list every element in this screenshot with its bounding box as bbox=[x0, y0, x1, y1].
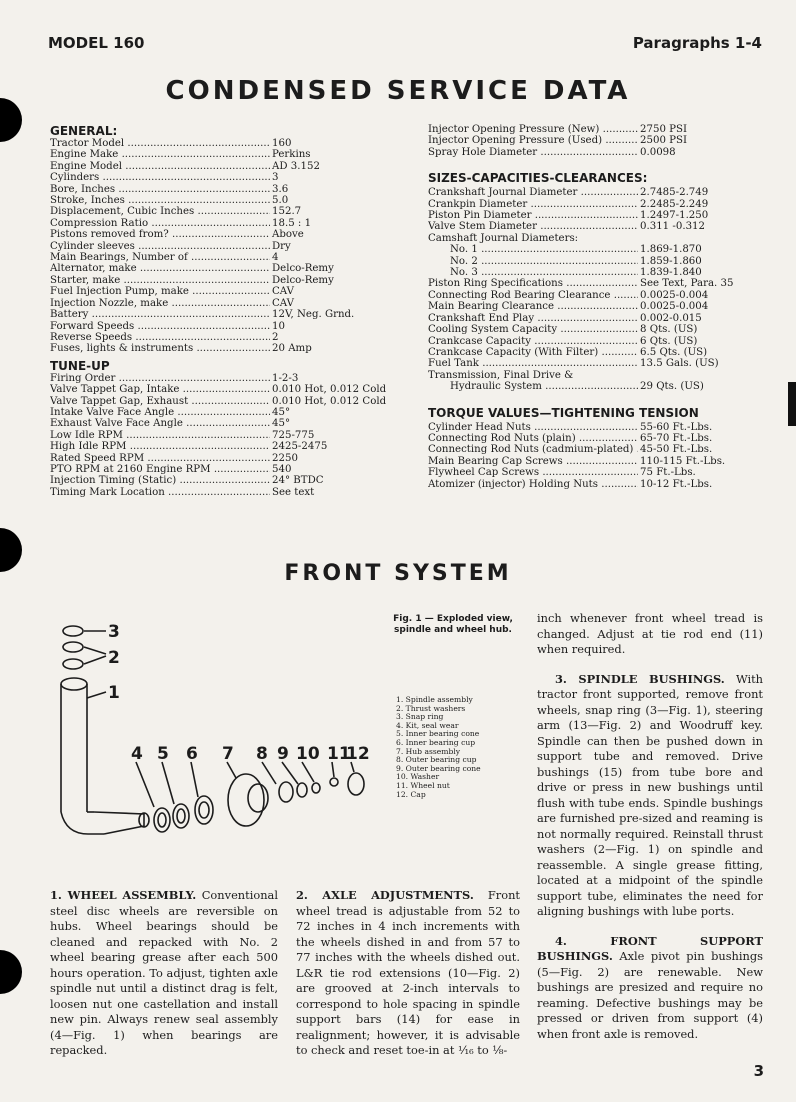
thrust-washer-part bbox=[63, 642, 83, 652]
spec-row bbox=[50, 453, 390, 464]
spec-row bbox=[50, 407, 390, 418]
spec-row bbox=[50, 430, 390, 441]
callout-2: 2 bbox=[108, 648, 120, 668]
paragraph-3-title: 3. SPINDLE BUSHINGS. bbox=[555, 671, 725, 686]
spec-value: 75 Ft.-Lbs. bbox=[640, 467, 696, 479]
spec-label: Battery ..... bbox=[50, 309, 270, 320]
section-title-front-system: FRONT SYSTEM bbox=[284, 561, 512, 586]
spec-row bbox=[50, 161, 390, 172]
spec-value: 0.010 Hot, 0.012 Cold bbox=[272, 395, 387, 407]
spec-row bbox=[428, 210, 758, 221]
spec-row bbox=[428, 256, 758, 267]
spec-row bbox=[50, 263, 390, 274]
spec-value: 1.2497-1.250 bbox=[640, 210, 709, 222]
section-heading-sizes: SIZES-CAPACITIES-CLEARANCES: bbox=[428, 171, 648, 186]
spec-label: Connecting Rod Bearing Clearance ..... bbox=[428, 290, 638, 301]
legend-item: 5. Inner bearing cone bbox=[396, 729, 480, 739]
callout-12: 12 bbox=[346, 744, 370, 764]
spec-label: Displacement, Cubic Inches ..... bbox=[50, 206, 270, 217]
spec-value: 1.859-1.860 bbox=[640, 255, 702, 267]
callout-10: 10 bbox=[296, 744, 320, 764]
legend-item: 10. Washer bbox=[396, 772, 440, 782]
legend-item: 7. Hub assembly bbox=[396, 746, 461, 756]
callout-8: 8 bbox=[256, 744, 268, 764]
spec-label: Atomizer (injector) Holding Nuts ..... bbox=[428, 479, 638, 490]
spec-row bbox=[50, 252, 390, 263]
spec-value: 13.5 Gals. (US) bbox=[640, 358, 719, 370]
spec-value: 6 Qts. (US) bbox=[640, 335, 698, 347]
spec-row bbox=[50, 321, 390, 332]
spec-value: 0.010 Hot, 0.012 Cold bbox=[272, 384, 387, 396]
spec-value: 6.5 Qts. (US) bbox=[640, 346, 708, 358]
spec-row bbox=[50, 229, 390, 240]
legend-item: 6. Inner bearing cup bbox=[396, 737, 476, 747]
spec-label: Fuel Tank ..... bbox=[428, 358, 638, 369]
spec-label: Injection Timing (Static) ..... bbox=[50, 475, 270, 486]
spec-label: No. 2 ..... bbox=[428, 256, 638, 267]
spec-row bbox=[50, 464, 390, 475]
figure-caption-line1: Fig. 1 — Exploded view, bbox=[393, 614, 513, 624]
spec-value: 24° BTDC bbox=[272, 475, 324, 487]
edge-tab-mark bbox=[788, 382, 796, 426]
spec-value: CAV bbox=[272, 297, 295, 309]
figure-caption-line2: spindle and wheel hub. bbox=[394, 625, 512, 635]
spec-label: Alternator, make ..... bbox=[50, 263, 270, 274]
spec-label: Valve Stem Diameter ..... bbox=[428, 221, 638, 232]
spec-value: 1-2-3 bbox=[272, 372, 299, 384]
paragraph-4 bbox=[537, 934, 763, 1043]
spec-row bbox=[428, 267, 758, 278]
spec-row bbox=[428, 301, 758, 312]
spec-label: Cooling System Capacity ..... bbox=[428, 324, 638, 335]
spec-row bbox=[428, 433, 758, 444]
callout-3: 3 bbox=[108, 622, 120, 642]
spec-label: Crankshaft End Play ..... bbox=[428, 313, 638, 324]
snap-ring-part bbox=[63, 626, 83, 636]
paragraph-3-body: With tractor front supported, remove front wheels, snap ring (3—Fig. 1), steering arm (13—Fig. 2) and Woodruff key. Spindle can then be pushed down in support tube and removed. Drive bushings (15) from tube bore and drive or press in new bushings until flush with tube ends. Spindle bushings are furnished pre-sized and reaming is not normally required. Reinstall thrust washers (2—Fig. 1) on spindle and reassemble. A single grease fitting, located at a midpoint of the spindle support tube, eliminates the need for aligning bushings with lube ports. bbox=[537, 671, 764, 918]
spec-row bbox=[428, 444, 758, 455]
spec-value: 725-775 bbox=[272, 429, 315, 441]
spec-label: Valve Tappet Gap, Exhaust ..... bbox=[50, 396, 270, 407]
spec-value: Delco-Remy bbox=[272, 263, 334, 275]
spec-label: Connecting Rod Nuts (plain) ..... bbox=[428, 433, 638, 444]
spec-row bbox=[428, 313, 758, 324]
spec-row bbox=[428, 124, 758, 135]
figure-legend bbox=[396, 696, 481, 799]
spec-label: Cylinders ..... bbox=[50, 172, 270, 183]
exploded-view-diagram bbox=[44, 612, 384, 852]
spec-row bbox=[50, 384, 390, 395]
spec-label: Engine Model ..... bbox=[50, 161, 270, 172]
spec-label: Rated Speed RPM ..... bbox=[50, 453, 270, 464]
spec-value: Above bbox=[272, 229, 304, 241]
spec-value: 45° bbox=[272, 418, 291, 430]
spec-value: 2.2485-2.249 bbox=[640, 198, 709, 210]
spec-value: 1.869-1.870 bbox=[640, 244, 702, 256]
spec-value: 10-12 Ft.-Lbs. bbox=[640, 478, 713, 490]
spec-label: Low Idle RPM ..... bbox=[50, 430, 270, 441]
spec-label: Tractor Model ..... bbox=[50, 138, 270, 149]
spec-row bbox=[428, 336, 758, 347]
paragraph-1-title: 1. WHEEL ASSEMBLY. bbox=[50, 888, 197, 902]
spec-row bbox=[428, 422, 758, 433]
spec-label: Spray Hole Diameter ..... bbox=[428, 147, 638, 158]
spec-value: Dry bbox=[272, 240, 291, 252]
page-number: 3 bbox=[753, 1062, 764, 1080]
spec-row bbox=[50, 241, 390, 252]
spec-value: 2.7485-2.749 bbox=[640, 187, 709, 199]
spec-row bbox=[428, 290, 758, 301]
spec-value: 2425-2475 bbox=[272, 441, 328, 453]
figure-caption bbox=[378, 614, 528, 636]
spec-value: Perkins bbox=[272, 149, 311, 161]
spec-label: Main Bearing Clearance ..... bbox=[428, 301, 638, 312]
spec-row bbox=[50, 487, 390, 498]
spec-label: Hydraulic System ..... bbox=[428, 381, 638, 392]
callout-1: 1 bbox=[108, 683, 120, 703]
spec-label: Valve Tappet Gap, Intake ..... bbox=[50, 384, 270, 395]
spec-value: 8 Qts. (US) bbox=[640, 324, 698, 336]
paragraph-2-body: Front wheel tread is adjustable from 52 to 72 inches in 4 inch increments with the wheels dished in and from 57 to 77 inches with the wheels dished out. L&R tie rod extensions (10—Fig. 2) are grooved at 2-inch intervals to correspond to hole spacing in spindle support bars (14) for ease in realignment; however, it is advisable to check and reset toe-in at ¹⁄₁₆ to ⅛- bbox=[296, 888, 520, 1057]
spec-value: 160 bbox=[272, 138, 292, 149]
page-title: CONDENSED SERVICE DATA bbox=[165, 76, 631, 106]
spec-row bbox=[428, 381, 758, 392]
spec-label: Compression Ratio ..... bbox=[50, 218, 270, 229]
spec-label: Injector Opening Pressure (Used) ..... bbox=[428, 135, 638, 146]
callout-11: 11 bbox=[327, 744, 351, 764]
spec-label: Engine Make ..... bbox=[50, 149, 270, 160]
spec-label: Connecting Rod Nuts (cadmium-plated) ..... bbox=[428, 444, 638, 455]
spec-row bbox=[428, 324, 758, 335]
paragraph-4-body: Axle pivot pin bushings (5—Fig. 2) are renewable. New bushings are presized and require no reaming. Defective bushings may be pressed or driven from support (4) when front axle is removed. bbox=[537, 949, 763, 1041]
spec-row bbox=[50, 206, 390, 217]
spec-value: CAV bbox=[272, 286, 295, 298]
spec-value: 540 bbox=[272, 463, 292, 475]
spec-label: Exhaust Valve Face Angle ..... bbox=[50, 418, 270, 429]
spec-value: 10 bbox=[272, 320, 285, 332]
callout-5: 5 bbox=[157, 744, 169, 764]
paragraph-2-continued: inch whenever front wheel tread is changed. Adjust at tie rod end (11) when required. bbox=[537, 611, 763, 656]
spec-label: Crankcase Capacity (With Filter) ..... bbox=[428, 347, 638, 358]
spec-row bbox=[428, 187, 758, 198]
spec-row bbox=[50, 418, 390, 429]
paragraph-1-body: Conventional steel disc wheels are reversible on hubs. Wheel bearings should be cleaned and repacked with No. 2 wheel bearing grease after each 500 hours operation. To adjust, tighten axle spindle nut until a distinct drag is felt, loosen nut one castellation and install new pin. Always renew seal assembly (4—Fig. 1) when bearings are repacked. bbox=[50, 888, 278, 1057]
spec-row bbox=[428, 278, 758, 289]
spec-value: 2 bbox=[272, 331, 279, 343]
spec-value: AD 3.152 bbox=[272, 160, 320, 172]
spec-value: 29 Qts. (US) bbox=[640, 381, 704, 393]
legend-item: 2. Thrust washers bbox=[396, 703, 466, 713]
spec-label: Cylinder sleeves ..... bbox=[50, 241, 270, 252]
spec-label: Crankshaft Journal Diameter ..... bbox=[428, 187, 638, 198]
spec-label: Main Bearings, Number of ..... bbox=[50, 252, 270, 263]
spec-row bbox=[428, 479, 758, 490]
spec-row bbox=[50, 184, 390, 195]
spec-value: 110-115 Ft.-Lbs. bbox=[640, 455, 726, 467]
spec-label: Pistons removed from? ..... bbox=[50, 229, 270, 240]
spec-label: Transmission, Final Drive & bbox=[428, 369, 574, 381]
spec-label: Bore, Inches ..... bbox=[50, 184, 270, 195]
spec-label: Piston Ring Specifications ..... bbox=[428, 278, 638, 289]
spec-row bbox=[428, 347, 758, 358]
spec-value: 65-70 Ft.-Lbs. bbox=[640, 432, 713, 444]
spec-value: 55-60 Ft.-Lbs. bbox=[640, 421, 713, 433]
running-header-right: Paragraphs 1-4 bbox=[632, 34, 762, 52]
spec-label: PTO RPM at 2160 Engine RPM ..... bbox=[50, 464, 270, 475]
tuneup-spec-list bbox=[50, 373, 390, 498]
legend-item: 12. Cap bbox=[396, 789, 426, 799]
spec-label: Crankpin Diameter ..... bbox=[428, 199, 638, 210]
spec-label: Intake Valve Face Angle ..... bbox=[50, 407, 270, 418]
spec-column-right bbox=[428, 124, 758, 490]
spec-label: No. 3 ..... bbox=[428, 267, 638, 278]
spec-value: 0.0098 bbox=[640, 146, 676, 158]
legend-item: 9. Outer bearing cone bbox=[396, 763, 481, 773]
sizes-spec-list bbox=[428, 187, 758, 392]
spec-row bbox=[50, 475, 390, 486]
callout-6: 6 bbox=[186, 744, 198, 764]
spec-value: 0.0025-0.004 bbox=[640, 301, 709, 313]
spec-label: Flywheel Cap Screws ..... bbox=[428, 467, 638, 478]
legend-item: 4. Kit, seal wear bbox=[396, 720, 459, 730]
spec-label: Crankcase Capacity ..... bbox=[428, 336, 638, 347]
callout-9: 9 bbox=[277, 744, 289, 764]
spec-row bbox=[428, 467, 758, 478]
spec-label: Piston Pin Diameter ..... bbox=[428, 210, 638, 221]
running-header-left: MODEL 160 bbox=[48, 34, 145, 52]
spec-row bbox=[428, 221, 758, 232]
spec-label: Timing Mark Location ..... bbox=[50, 487, 270, 498]
spec-label: No. 1 ..... bbox=[428, 244, 638, 255]
spec-row bbox=[428, 199, 758, 210]
spec-row bbox=[428, 147, 758, 158]
spec-value: 45° bbox=[272, 406, 291, 418]
spec-row bbox=[428, 358, 758, 369]
spec-label: Firing Order ..... bbox=[50, 373, 270, 384]
torque-spec-list bbox=[428, 422, 758, 490]
section-heading-general: GENERAL: bbox=[50, 124, 118, 138]
spec-label: Fuel Injection Pump, make ..... bbox=[50, 286, 270, 297]
spec-value: 20 Amp bbox=[272, 343, 312, 355]
spec-value: See text bbox=[272, 486, 315, 498]
spec-row bbox=[428, 370, 758, 381]
spec-label: Cylinder Head Nuts ..... bbox=[428, 422, 638, 433]
injector-spec-list bbox=[428, 124, 758, 158]
spec-row bbox=[50, 373, 390, 384]
paragraph-4-title: 4. FRONT SUPPORT BUSHINGS. bbox=[537, 933, 763, 963]
spec-row bbox=[50, 309, 390, 320]
section-heading-torque: TORQUE VALUES—TIGHTENING TENSION bbox=[428, 405, 699, 420]
spec-row bbox=[428, 456, 758, 467]
spec-label: Camshaft Journal Diameters: bbox=[428, 232, 579, 244]
spec-row bbox=[428, 135, 758, 146]
spec-value: 3 bbox=[272, 172, 279, 184]
spec-value: 45-50 Ft.-Lbs. bbox=[640, 444, 713, 456]
paragraph-1 bbox=[50, 888, 278, 1059]
section-heading-tuneup: TUNE-UP bbox=[50, 358, 110, 373]
general-spec-list bbox=[50, 138, 390, 355]
spec-label: Main Bearing Cap Screws ..... bbox=[428, 456, 638, 467]
spec-row bbox=[50, 138, 390, 149]
callout-4: 4 bbox=[131, 744, 143, 764]
spec-label: Starter, make ..... bbox=[50, 275, 270, 286]
thrust-washer-part-2 bbox=[63, 659, 83, 669]
column-3 bbox=[537, 611, 763, 1042]
spec-value: 0.0025-0.004 bbox=[640, 289, 709, 301]
spec-label: High Idle RPM ..... bbox=[50, 441, 270, 452]
spec-value: 0.002-0.015 bbox=[640, 312, 702, 324]
spec-value: 0.311 -0.312 bbox=[640, 221, 706, 233]
spec-row bbox=[50, 275, 390, 286]
spec-value: 4 bbox=[272, 252, 279, 264]
legend-item: 3. Snap ring bbox=[396, 712, 444, 722]
spec-label: Reverse Speeds ..... bbox=[50, 332, 270, 343]
spec-value: Delco-Remy bbox=[272, 274, 334, 286]
paragraph-2-title: 2. AXLE ADJUSTMENTS. bbox=[296, 888, 474, 902]
spec-value: 2500 PSI bbox=[640, 135, 688, 147]
callout-7: 7 bbox=[222, 744, 234, 764]
spec-row bbox=[50, 218, 390, 229]
spec-label: Injector Opening Pressure (New) ..... bbox=[428, 124, 638, 135]
spec-value: 1.839-1.840 bbox=[640, 267, 702, 279]
spec-row bbox=[50, 332, 390, 343]
spec-value: 5.0 bbox=[272, 195, 289, 207]
spec-column-left bbox=[50, 124, 390, 498]
spec-value: 2750 PSI bbox=[640, 124, 688, 135]
spec-row bbox=[428, 244, 758, 255]
spec-row bbox=[50, 343, 390, 354]
spec-row bbox=[428, 233, 758, 244]
spec-row bbox=[50, 286, 390, 297]
spec-value: 2250 bbox=[272, 452, 298, 464]
spec-row bbox=[50, 195, 390, 206]
binder-hole-bottom bbox=[0, 950, 22, 994]
paragraph-2 bbox=[296, 888, 520, 1059]
spec-value: 18.5 : 1 bbox=[272, 217, 312, 229]
legend-item: 8. Outer bearing cup bbox=[396, 755, 477, 765]
legend-item: 1. Spindle assembly bbox=[396, 695, 473, 704]
spec-value: 152.7 bbox=[272, 206, 302, 218]
spec-label: Injection Nozzle, make ..... bbox=[50, 298, 270, 309]
spec-row bbox=[50, 149, 390, 160]
spec-row bbox=[50, 298, 390, 309]
spec-label: Fuses, lights & instruments ..... bbox=[50, 343, 270, 354]
spec-label: Forward Speeds ..... bbox=[50, 321, 270, 332]
spec-value: 12V, Neg. Grnd. bbox=[272, 309, 355, 321]
spec-row bbox=[50, 172, 390, 183]
paragraph-3 bbox=[537, 672, 763, 920]
spec-row bbox=[50, 441, 390, 452]
spec-value: 3.6 bbox=[272, 183, 289, 195]
spec-row bbox=[50, 396, 390, 407]
spec-label: Stroke, Inches ..... bbox=[50, 195, 270, 206]
legend-item: 11. Wheel nut bbox=[396, 780, 450, 790]
spec-value: See Text, Para. 35 bbox=[640, 278, 734, 290]
